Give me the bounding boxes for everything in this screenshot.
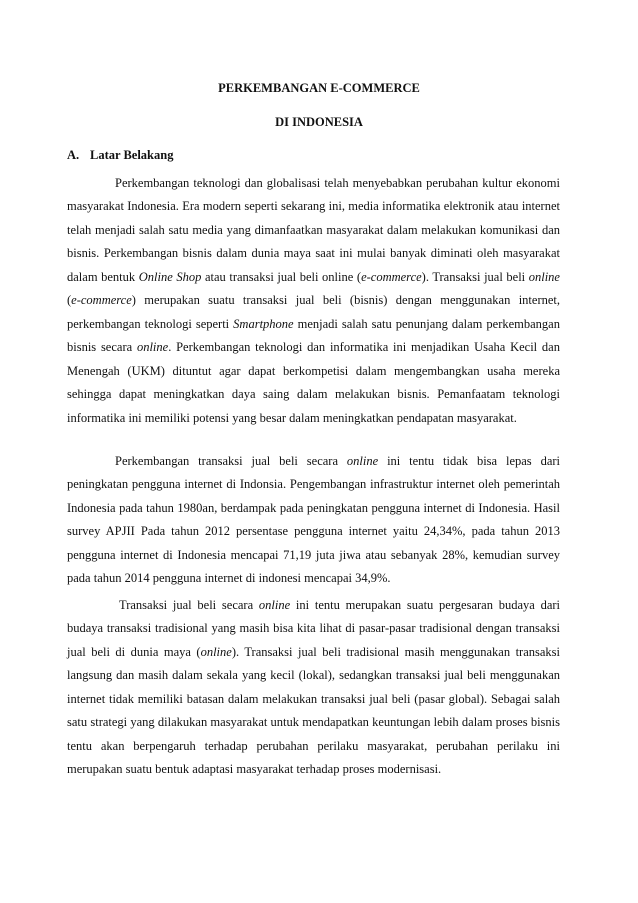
paragraph-text: Perkembangan transaksi jual beli secara	[115, 454, 347, 468]
paragraph-1	[67, 172, 560, 430]
section-number: A.	[67, 148, 80, 162]
paragraph-text: ini tentu merupakan suatu pergesaran budaya dari budaya transaksi tradisional yang masih bisa kita lihat di pasar-pasar tradisional dengan transaksi jual beli di dunia maya (	[67, 598, 560, 659]
paragraph-text: menjadi salah satu penunjang dalam perkembangan bisnis secara	[67, 316, 560, 355]
paragraph-2	[67, 450, 560, 591]
paragraph-text: . Perkembangan teknologi dan informatika ini menjadikan Usaha Kecil dan Menengah (UKM) dituntut agar dapat berkompetisi dalam mengembangkan usaha mereka sehingga dapat meningkatkan daya saing dalam melakukan bisnis. Pemanfaatam teknologi informatika ini memiliki potensi yang besar dalam meningkatkan pendapatan masyarakat.	[67, 340, 560, 425]
document-title-line-2: DI INDONESIA	[275, 115, 363, 129]
italic-text: online	[346, 454, 379, 468]
italic-text: online	[528, 269, 560, 284]
italic-text: e-commerce	[361, 269, 422, 284]
paragraph-text: ) merupakan suatu transaksi jual beli (bisnis) dengan menggunakan internet, perkembangan teknologi seperti	[67, 293, 560, 331]
italic-text: Online Shop	[138, 269, 202, 284]
document-title-line-1: PERKEMBANGAN E-COMMERCE	[218, 81, 420, 95]
paragraph-text: atau transaksi jual beli online (	[201, 269, 362, 284]
paragraph-text: (	[67, 293, 72, 308]
paragraph-text: ). Transaksi jual beli	[421, 269, 529, 284]
italic-text: Smartphone	[233, 316, 294, 331]
italic-text: e-commerce	[71, 293, 132, 308]
italic-text: online	[136, 340, 169, 355]
paragraph-text: ini tentu tidak bisa lepas dari peningkatan pengguna internet di Indonsia. Pengembangan infrastruktur internet oleh pemerintah Indonesia pada tahun 1980an, berdampak pada peningkatan pengguna internet di Indonesia. Hasil survey APJII Pada tahun 2012 persentase pengguna internet yaitu 24,34%, pada tahun 2013 pengguna internet di Indonesia mencapai 71,19 juta jiwa atau sebanyak 28%, kemudian survey pada tahun 2014 pengguna internet di indonesi mencapai 34,9%.	[67, 454, 561, 586]
paragraph-3	[67, 594, 560, 782]
italic-text: online	[200, 644, 232, 659]
italic-text: online	[258, 598, 291, 612]
paragraph-text: Transaksi jual beli secara	[119, 598, 259, 612]
section-title: Latar Belakang	[90, 148, 174, 162]
paragraph-text: Perkembangan teknologi dan globalisasi telah menyebabkan perubahan kultur ekonomi masyarakat Indonesia. Era modern seperti sekarang ini, media informatika elektronik atau internet telah menjadi salah satu media yang dimanfaatkan masyarakat dalam melakukan komunikasi dan bisnis. Perkembangan bisnis dalam dunia maya saat ini mulai banyak diminati oleh masyarakat dalam bentuk	[67, 176, 560, 284]
paragraph-text: ). Transaksi jual beli tradisional masih menggunakan transaksi langsung dan masih dalam sekala yang kecil (lokal), sedangkan transaksi jual beli menggunakan internet tidak memiliki batasan dalam melakukan transaksi jual beli (pasar global). Sebagai salah satu strategi yang dilakukan masyarakat untuk mendapatkan keuntungan lebih dalam proses bisnis tentu akan berpengaruh terhadap perubahan perilaku masyarakat, perubahan perilaku ini merupakan suatu bentuk adaptasi masyarakat terhadap proses modernisasi.	[67, 644, 560, 777]
section-heading	[67, 147, 173, 163]
